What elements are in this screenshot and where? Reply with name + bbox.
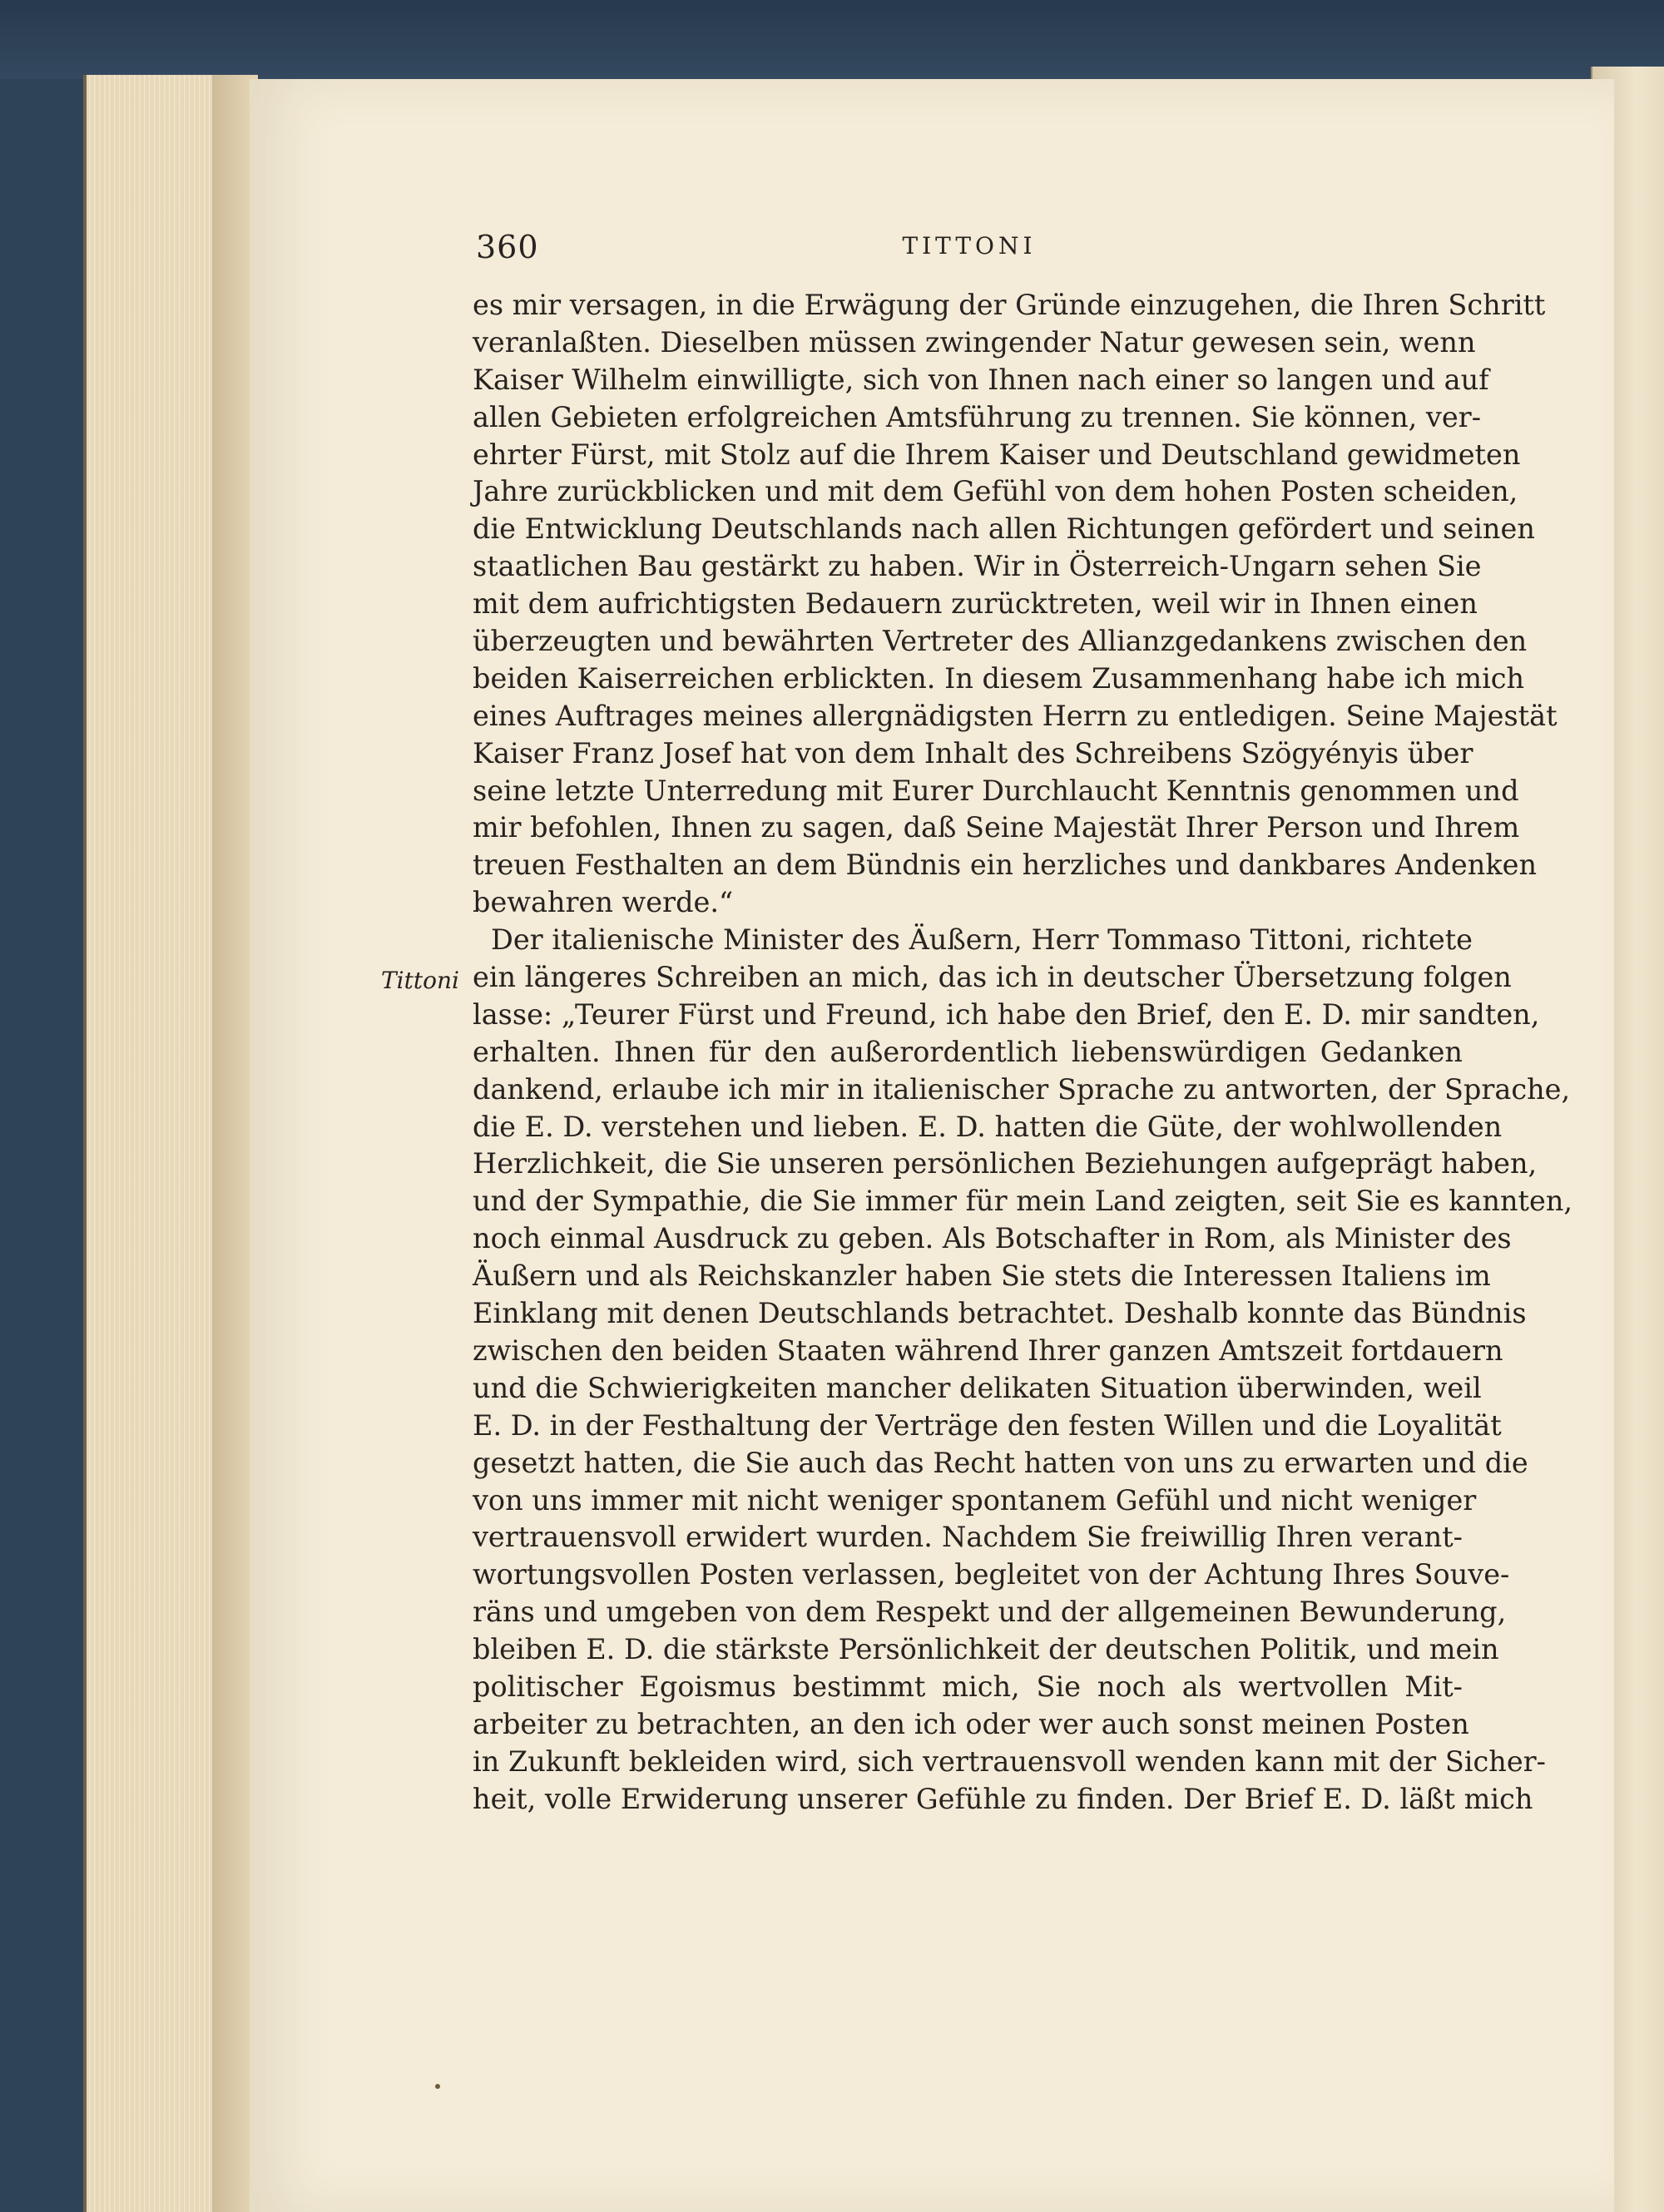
text-line: und die Schwierigkeiten mancher delikaten Situation überwinden, weil [473,1371,1482,1404]
text-line: dankend, erlaube ich mir in italienischer Sprache zu antworten, der Sprache, [473,1072,1571,1106]
text-line: Kaiser Franz Josef hat von dem Inhalt des Schreibens Szögyényis über [473,736,1473,769]
page-number: 360 [476,229,539,265]
text-line: erhalten. Ihnen für den außerordentlich liebenswürdigen Gedanken [473,1035,1463,1068]
text-line: beiden Kaiserreichen erblickten. In diesem Zusammenhang habe ich mich [473,661,1525,695]
text-line: Einklang mit denen Deutschlands betrachtet. Deshalb konnte das Bündnis [473,1297,1527,1330]
text-line: staatlichen Bau gestärkt zu haben. Wir in Österreich-Ungarn sehen Sie [473,550,1482,583]
text-line: zwischen den beiden Staaten während Ihrer ganzen Amtszeit fortdauern [473,1334,1503,1367]
text-line: die E. D. verstehen und lieben. E. D. hatten die Güte, der wohlwollenden [473,1110,1503,1143]
text-line: räns und umgeben von dem Respekt und der allgemeinen Bewunderung, [473,1596,1507,1629]
text-line: gesetzt hatten, die Sie auch das Recht hatten von uns zu erwarten und die [473,1446,1528,1479]
text-line: bleiben E. D. die stärkste Persönlichkeit der deutschen Politik, und mein [473,1633,1499,1666]
text-line: arbeiter zu betrachten, an den ich oder wer auch sonst meinen Posten [473,1707,1469,1740]
text-line: ein längeres Schreiben an mich, das ich in deutscher Übersetzung folgen [473,961,1512,994]
text-line: E. D. in der Festhaltung der Verträge den festen Willen und die Loyalität [473,1408,1502,1442]
text-line: heit, volle Erwiderung unserer Gefühle zu finden. Der Brief E. D. läßt mich [473,1782,1533,1815]
text-line: in Zukunft bekleiden wird, sich vertrauensvoll wenden kann mit der Sicher- [473,1744,1546,1778]
paper-speck [435,2084,440,2089]
text-line: mit dem aufrichtigsten Bedauern zurücktreten, weil wir in Ihnen einen [473,587,1478,621]
text-line: vertrauensvoll erwidert wurden. Nachdem Sie freiwillig Ihren verant- [473,1521,1463,1554]
text-line: eines Auftrages meines allergnädigsten Herrn zu entledigen. Seine Majestät [473,699,1558,732]
text-line: ehrter Fürst, mit Stolz auf die Ihrem Kaiser und Deutschland gewidmeten [473,438,1521,471]
text-line: treuen Festhalten an dem Bündnis ein herzliches und dankbares Andenken [473,849,1538,882]
text-line: wortungsvollen Posten verlassen, begleitet von der Achtung Ihres Souve- [473,1558,1510,1591]
text-line: Der italienische Minister des Äußern, Herr Tommaso Tittoni, richtete [491,923,1473,957]
text-line: seine letzte Unterredung mit Eurer Durchlaucht Kenntnis genommen und [473,774,1519,807]
text-line: mir befohlen, Ihnen zu sagen, daß Seine Majestät Ihrer Person und Ihrem [473,811,1520,844]
text-line: allen Gebieten erfolgreichen Amtsführung zu trennen. Sie können, ver- [473,400,1482,433]
text-line: von uns immer mit nicht weniger spontanem Gefühl und nicht weniger [473,1483,1477,1517]
page-block-edge [83,75,220,2212]
text-line: noch einmal Ausdruck zu geben. Als Botschafter in Rom, als Minister des [473,1222,1512,1255]
text-line: lasse: „Teurer Fürst und Freund, ich habe den Brief, den E. D. mir sandten, [473,997,1540,1031]
text-line: Äußern und als Reichskanzler haben Sie stets die Interessen Italiens im [473,1259,1491,1293]
book-cover [0,0,1664,79]
margin-note: Tittoni [381,967,459,994]
text-line: Jahre zurückblicken und mit dem Gefühl von dem hohen Posten scheiden, [473,475,1518,508]
running-head [476,229,1463,279]
body-text [473,287,1573,1819]
running-title: TITTONI [902,232,1037,260]
text-line: veranlaßten. Dieselben müssen zwingender Natur gewesen sein, wenn [473,325,1476,359]
text-line: politischer Egoismus bestimmt mich, Sie noch als wertvollen Mit- [473,1670,1463,1703]
text-line: Herzlichkeit, die Sie unseren persönlichen Beziehungen aufgeprägt haben, [473,1147,1538,1180]
text-line: es mir versagen, in die Erwägung der Gründe einzugehen, die Ihren Schritt [473,289,1546,321]
text-line: bewahren werde.“ [473,886,734,919]
text-line: die Entwicklung Deutschlands nach allen Richtungen gefördert und seinen [473,512,1535,546]
text-line: überzeugten und bewährten Vertreter des Allianzgedankens zwischen den [473,625,1528,658]
text-line: Kaiser Wilhelm einwilligte, sich von Ihnen nach einer so langen und auf [473,363,1489,396]
text-line: und der Sympathie, die Sie immer für mein Land zeigten, seit Sie es kannten, [473,1185,1573,1218]
